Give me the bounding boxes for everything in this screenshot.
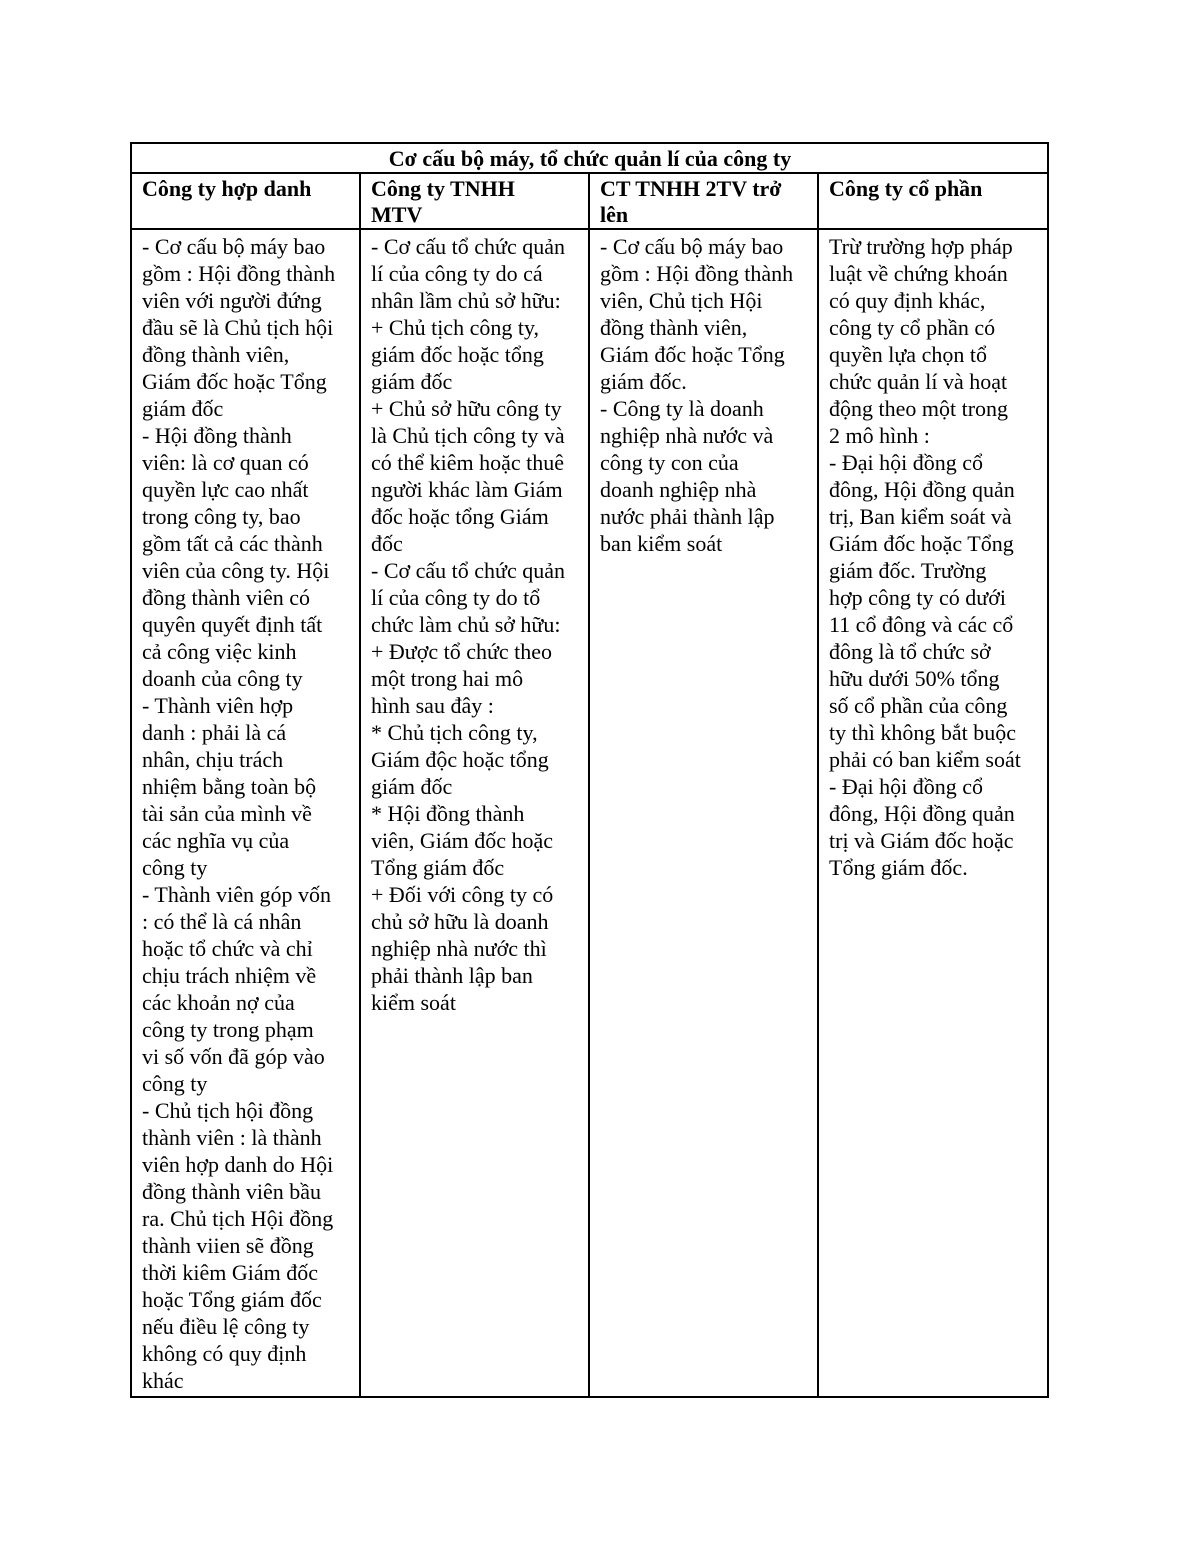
content-row bbox=[131, 229, 1048, 1397]
text-line: * Chủ tịch công ty, bbox=[371, 720, 538, 745]
text-line: nhân, chịu trách bbox=[142, 747, 284, 772]
text-line: người khác làm Giám bbox=[371, 477, 563, 502]
text-line: gồm : Hội đồng thành bbox=[600, 261, 794, 286]
text-line: - Công ty là doanh bbox=[600, 396, 764, 421]
text-line: nghiệp nhà nước thì bbox=[371, 936, 547, 961]
text-line: chức làm chủ sở hữu: bbox=[371, 612, 561, 637]
header-line: lên bbox=[600, 202, 629, 227]
text-line: Giám đốc hoặc Tổng bbox=[142, 369, 327, 394]
text-line: * Hội đồng thành bbox=[371, 801, 525, 826]
text-line: + Được tổ chức theo bbox=[371, 639, 553, 664]
header-line: CT TNHH 2TV trở bbox=[600, 176, 782, 201]
text-line: đồng thành viên, bbox=[600, 315, 748, 340]
text-line: Tổng giám đốc bbox=[371, 855, 505, 880]
text-line: một trong hai mô bbox=[371, 666, 524, 691]
text-line: 2 mô hình : bbox=[829, 423, 930, 448]
text-line: Giám độc hoặc tổng bbox=[371, 747, 549, 772]
text-line: công ty bbox=[142, 855, 208, 880]
text-line: thời kiêm Giám đốc bbox=[142, 1260, 318, 1285]
text-line: 11 cổ đông và các cổ bbox=[829, 612, 1014, 637]
text-line: phải có ban kiểm soát bbox=[829, 747, 1021, 772]
text-line: giám đốc hoặc tổng bbox=[371, 342, 544, 367]
text-line: ty thì không bắt buộc bbox=[829, 720, 1016, 745]
table-title: Cơ cấu bộ máy, tổ chức quản lí của công ty bbox=[131, 143, 1048, 173]
text-line: trong công ty, bao bbox=[142, 504, 301, 529]
header-joint-stock bbox=[818, 173, 1048, 229]
text-line: - Cơ cấu tổ chức quản bbox=[371, 558, 565, 583]
text-line: doanh của công ty bbox=[142, 666, 303, 691]
text-line: luật về chứng khoán bbox=[829, 261, 1008, 286]
text-line: viên, Giám đốc hoặc bbox=[371, 828, 554, 853]
text-line: trị, Ban kiểm soát và bbox=[829, 504, 1012, 529]
text-line: công ty cổ phần có bbox=[829, 315, 996, 340]
text-line: hợp công ty có dưới bbox=[829, 585, 1006, 610]
text-line: Trừ trường hợp pháp bbox=[829, 234, 1013, 259]
content-joint-stock bbox=[818, 229, 1048, 1397]
text-line: - Thành viên hợp bbox=[142, 693, 294, 718]
text-line: đồng thành viên có bbox=[142, 585, 311, 610]
text-line: nhân lầm chủ sở hữu: bbox=[371, 288, 561, 313]
text-line: ra. Chủ tịch Hội đồng bbox=[142, 1206, 334, 1231]
text-line: nước phải thành lập bbox=[600, 504, 775, 529]
header-line: MTV bbox=[371, 202, 423, 227]
text-line: doanh nghiệp nhà bbox=[600, 477, 757, 502]
text-line: : có thể là cá nhân bbox=[142, 909, 302, 934]
text-line: là Chủ tịch công ty và bbox=[371, 423, 565, 448]
text-line: hoặc Tổng giám đốc bbox=[142, 1287, 322, 1312]
text-line: lí của công ty do cá bbox=[371, 261, 543, 286]
text-line: - Chủ tịch hội đồng bbox=[142, 1098, 314, 1123]
content-llc-single-member bbox=[360, 229, 589, 1397]
text-line: quyền lựa chọn tổ bbox=[829, 342, 987, 367]
text-line: đồng thành viên bầu bbox=[142, 1179, 322, 1204]
text-line: viên, Chủ tịch Hội bbox=[600, 288, 763, 313]
text-line: giám đốc bbox=[142, 396, 224, 421]
content-partnership bbox=[131, 229, 360, 1397]
text-line: đông, Hội đồng quản bbox=[829, 477, 1015, 502]
header-llc-multi-member bbox=[589, 173, 818, 229]
text-line: có quy định khác, bbox=[829, 288, 986, 313]
text-line: lí của công ty do tổ bbox=[371, 585, 541, 610]
text-line: - Cơ cấu tổ chức quản bbox=[371, 234, 565, 259]
text-line: động theo một trong bbox=[829, 396, 1009, 421]
text-line: công ty con của bbox=[600, 450, 739, 475]
text-line: - Hội đồng thành bbox=[142, 423, 292, 448]
text-line: chủ sở hữu là doanh bbox=[371, 909, 549, 934]
text-line: hình sau đây : bbox=[371, 693, 494, 718]
text-line: kiểm soát bbox=[371, 990, 456, 1015]
text-line: đông là tổ chức sở bbox=[829, 639, 991, 664]
text-line: phải thành lập ban bbox=[371, 963, 533, 988]
text-line: - Đại hội đồng cổ bbox=[829, 774, 983, 799]
header-row bbox=[131, 173, 1048, 229]
text-line: công ty trong phạm bbox=[142, 1017, 314, 1042]
text-line: danh : phải là cá bbox=[142, 720, 287, 745]
text-line: viên: là cơ quan có bbox=[142, 450, 309, 475]
text-line: - Cơ cấu bộ máy bao bbox=[142, 234, 326, 259]
text-line: các khoản nợ của bbox=[142, 990, 295, 1015]
text-line: - Cơ cấu bộ máy bao bbox=[600, 234, 784, 259]
text-line: đầu sẽ là Chủ tịch hội bbox=[142, 315, 334, 340]
text-line: - Đại hội đồng cổ bbox=[829, 450, 983, 475]
text-line: thành viên : là thành bbox=[142, 1125, 322, 1150]
text-line: Tổng giám đốc. bbox=[829, 855, 968, 880]
text-line: số cổ phần của công bbox=[829, 693, 1008, 718]
text-line: giám đốc bbox=[371, 774, 453, 799]
text-line: đốc hoặc tổng Giám bbox=[371, 504, 549, 529]
header-line: Công ty cổ phần bbox=[829, 176, 983, 201]
text-line: chức quản lí và hoạt bbox=[829, 369, 1008, 394]
text-line: giám đốc. bbox=[600, 369, 687, 394]
text-line: giám đốc. Trường bbox=[829, 558, 987, 583]
text-line: hoặc tổ chức và chỉ bbox=[142, 936, 313, 961]
text-line: gồm : Hội đồng thành bbox=[142, 261, 336, 286]
text-line: nếu điều lệ công ty bbox=[142, 1314, 310, 1339]
text-line: đông, Hội đồng quản bbox=[829, 801, 1015, 826]
text-line: + Đối với công ty có bbox=[371, 882, 554, 907]
text-line: ban kiểm soát bbox=[600, 531, 723, 556]
text-line: các nghĩa vụ của bbox=[142, 828, 290, 853]
title-row bbox=[131, 143, 1048, 173]
header-line: Công ty hợp danh bbox=[142, 176, 312, 201]
text-line: không có quy định bbox=[142, 1341, 307, 1366]
company-structure-table bbox=[130, 142, 1049, 1398]
text-line: + Chủ sở hữu công ty bbox=[371, 396, 562, 421]
text-line: viên hợp danh do Hội bbox=[142, 1152, 334, 1177]
text-line: Giám đốc hoặc Tổng bbox=[600, 342, 785, 367]
header-partnership bbox=[131, 173, 360, 229]
text-line: hữu dưới 50% tổng bbox=[829, 666, 1000, 691]
text-line: gồm tất cả các thành bbox=[142, 531, 323, 556]
text-line: đốc bbox=[371, 531, 403, 556]
content-llc-multi-member bbox=[589, 229, 818, 1397]
text-line: có thể kiêm hoặc thuê bbox=[371, 450, 565, 475]
text-line: tài sản của mình về bbox=[142, 801, 312, 826]
text-line: Giám đốc hoặc Tổng bbox=[829, 531, 1014, 556]
text-line: nhiệm bằng toàn bộ bbox=[142, 774, 317, 799]
text-line: đồng thành viên, bbox=[142, 342, 290, 367]
text-line: thành viien sẽ đồng bbox=[142, 1233, 314, 1258]
text-line: viên của công ty. Hội bbox=[142, 558, 330, 583]
text-line: - Thành viên góp vốn bbox=[142, 882, 332, 907]
text-line: + Chủ tịch công ty, bbox=[371, 315, 540, 340]
text-line: quyên quyết định tất bbox=[142, 612, 323, 637]
text-line: viên với người đứng bbox=[142, 288, 322, 313]
header-line: Công ty TNHH bbox=[371, 176, 515, 201]
text-line: chịu trách nhiệm về bbox=[142, 963, 317, 988]
text-line: khác bbox=[142, 1368, 184, 1393]
text-line: cả công việc kinh bbox=[142, 639, 297, 664]
text-line: nghiệp nhà nước và bbox=[600, 423, 774, 448]
text-line: công ty bbox=[142, 1071, 208, 1096]
text-line: vi số vốn đã góp vào bbox=[142, 1044, 325, 1069]
text-line: trị và Giám đốc hoặc bbox=[829, 828, 1014, 853]
text-line: giám đốc bbox=[371, 369, 453, 394]
text-line: quyền lực cao nhất bbox=[142, 477, 309, 502]
header-llc-single-member bbox=[360, 173, 589, 229]
